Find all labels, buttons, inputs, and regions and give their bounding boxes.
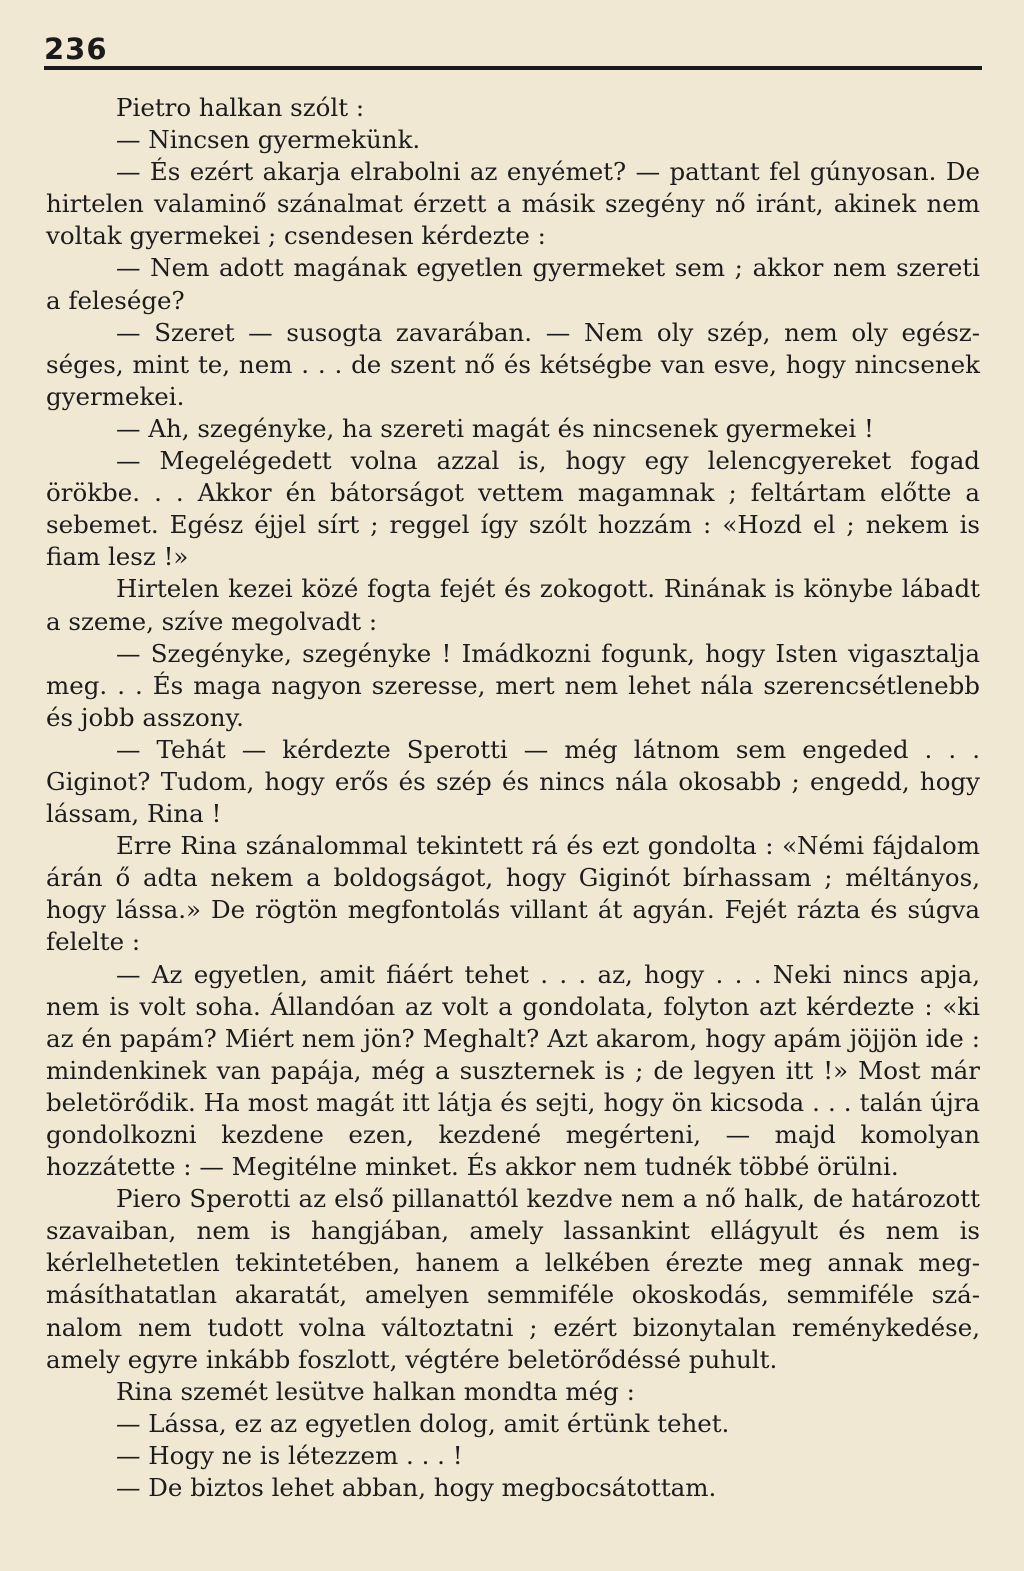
paragraph: Rina szemét lesütve halkan mondta még : — [116, 1376, 635, 1406]
paragraph: — Szeret — susogta zavarában. — Nem oly szép, nem oly egészséges, mint te, nem . . . de szent nő és kétségbe van esve, hogy nincsenek gyermekei. — [46, 317, 980, 411]
paragraph: — Szegényke, szegényke ! Imádkozni fogunk, hogy Isten vigasztalja meg. . . És maga nagyon szeresse, mert nem lehet nála szerencsétlenebb és jobb asszony. — [46, 638, 980, 732]
header-rule — [44, 66, 982, 70]
paragraph: — Az egyetlen, amit fiáért tehet . . . az, hogy . . . Neki nincs apja, nem is volt soha. Állandóan az volt a gondolata, folyton azt kérdezte : «ki az én papám? Miért nem jön? Meghalt? Azt akarom, hogy apám jöjjön ide : mindenkinek van papája, még a suszternek is ; de legyen itt !» Most már beletörődik. Ha most magát itt látja és sejti, hogy ön kicsoda . . . talán újra gondolkozni kezdene ezen, kezdené megérteni, — majd komolyan hozzátette : — Megitélne minket. És akkor nem tudnék többé örülni. — [46, 959, 980, 1182]
paragraph: — Tehát — kérdezte Sperotti — még látnom sem engeded . . . Giginot? Tudom, hogy erős és szép és nincs nála okosabb ; engedd, hogy lássam, Rina ! — [46, 734, 980, 829]
paragraph: Erre Rina szánalommal tekintett rá és ezt gondolta : «Némi fájdalom árán ő adta nekem a boldogságot, hogy Giginót bírhassam ; méltányos, hogy lássa.» De rögtön megfontolás villant át agyán. Fejét rázta és súgva felelte : — [46, 831, 980, 957]
paragraph: — Ah, szegényke, ha szereti magát és nincsenek gyermekei ! — [116, 413, 874, 443]
paragraph: Pietro halkan szólt : — [116, 93, 365, 122]
paragraph: — Nincsen gyermekünk. — [116, 125, 421, 155]
paragraph: — Lássa, ez az egyetlen dolog, amit értünk tehet. — [116, 1408, 730, 1438]
paragraph: — És ezért akarja elrabolni az enyémet? — pattant fel gúnyosan. De hirtelen valaminő szánalmat érzett a másik szegény nő iránt, akinek nem voltak gyermekei ; csendesen kérdezte : — [46, 157, 980, 251]
paragraph: — Hogy ne is létezzem . . . ! — [116, 1440, 463, 1470]
paragraph: Hirtelen kezei közé fogta fejét és zokogott. Rinának is könybe lábadt a szeme, szíve megolvadt : — [46, 574, 980, 636]
paragraph: — Nem adott magának egyetlen gyermeket sem ; akkor nem szereti a felesége? — [46, 253, 980, 315]
body-text — [46, 92, 980, 1504]
paragraph: — Megelégedett volna azzal is, hogy egy lelencgyereket fogad örökbe. . . Akkor én bátorságot vettem magamnak ; feltártam előtte a sebemet. Egész éjjel sírt ; reggel így szólt hozzám : «Hozd el ; nekem is fiam lesz !» — [46, 446, 980, 572]
paragraph: — De biztos lehet abban, hogy megbocsátottam. — [116, 1473, 717, 1503]
page-number: 236 — [44, 32, 108, 66]
paragraph: Piero Sperotti az első pillanattól kezdve nem a nő halk, de határozott szavaiban, nem is hangjában, amely lassankint ellágyult és nem is kérlelhetetlen tekintetében, hanem a lelkében érezte meg annak megmásíthatatlan akaratát, amelyen semmiféle okoskodás, semmiféle szánalom nem tudott volna változtatni ; ezért bizonytalan reménykedése, amely egyre inkább foszlott, végtére beletörődéssé puhult. — [46, 1184, 980, 1374]
